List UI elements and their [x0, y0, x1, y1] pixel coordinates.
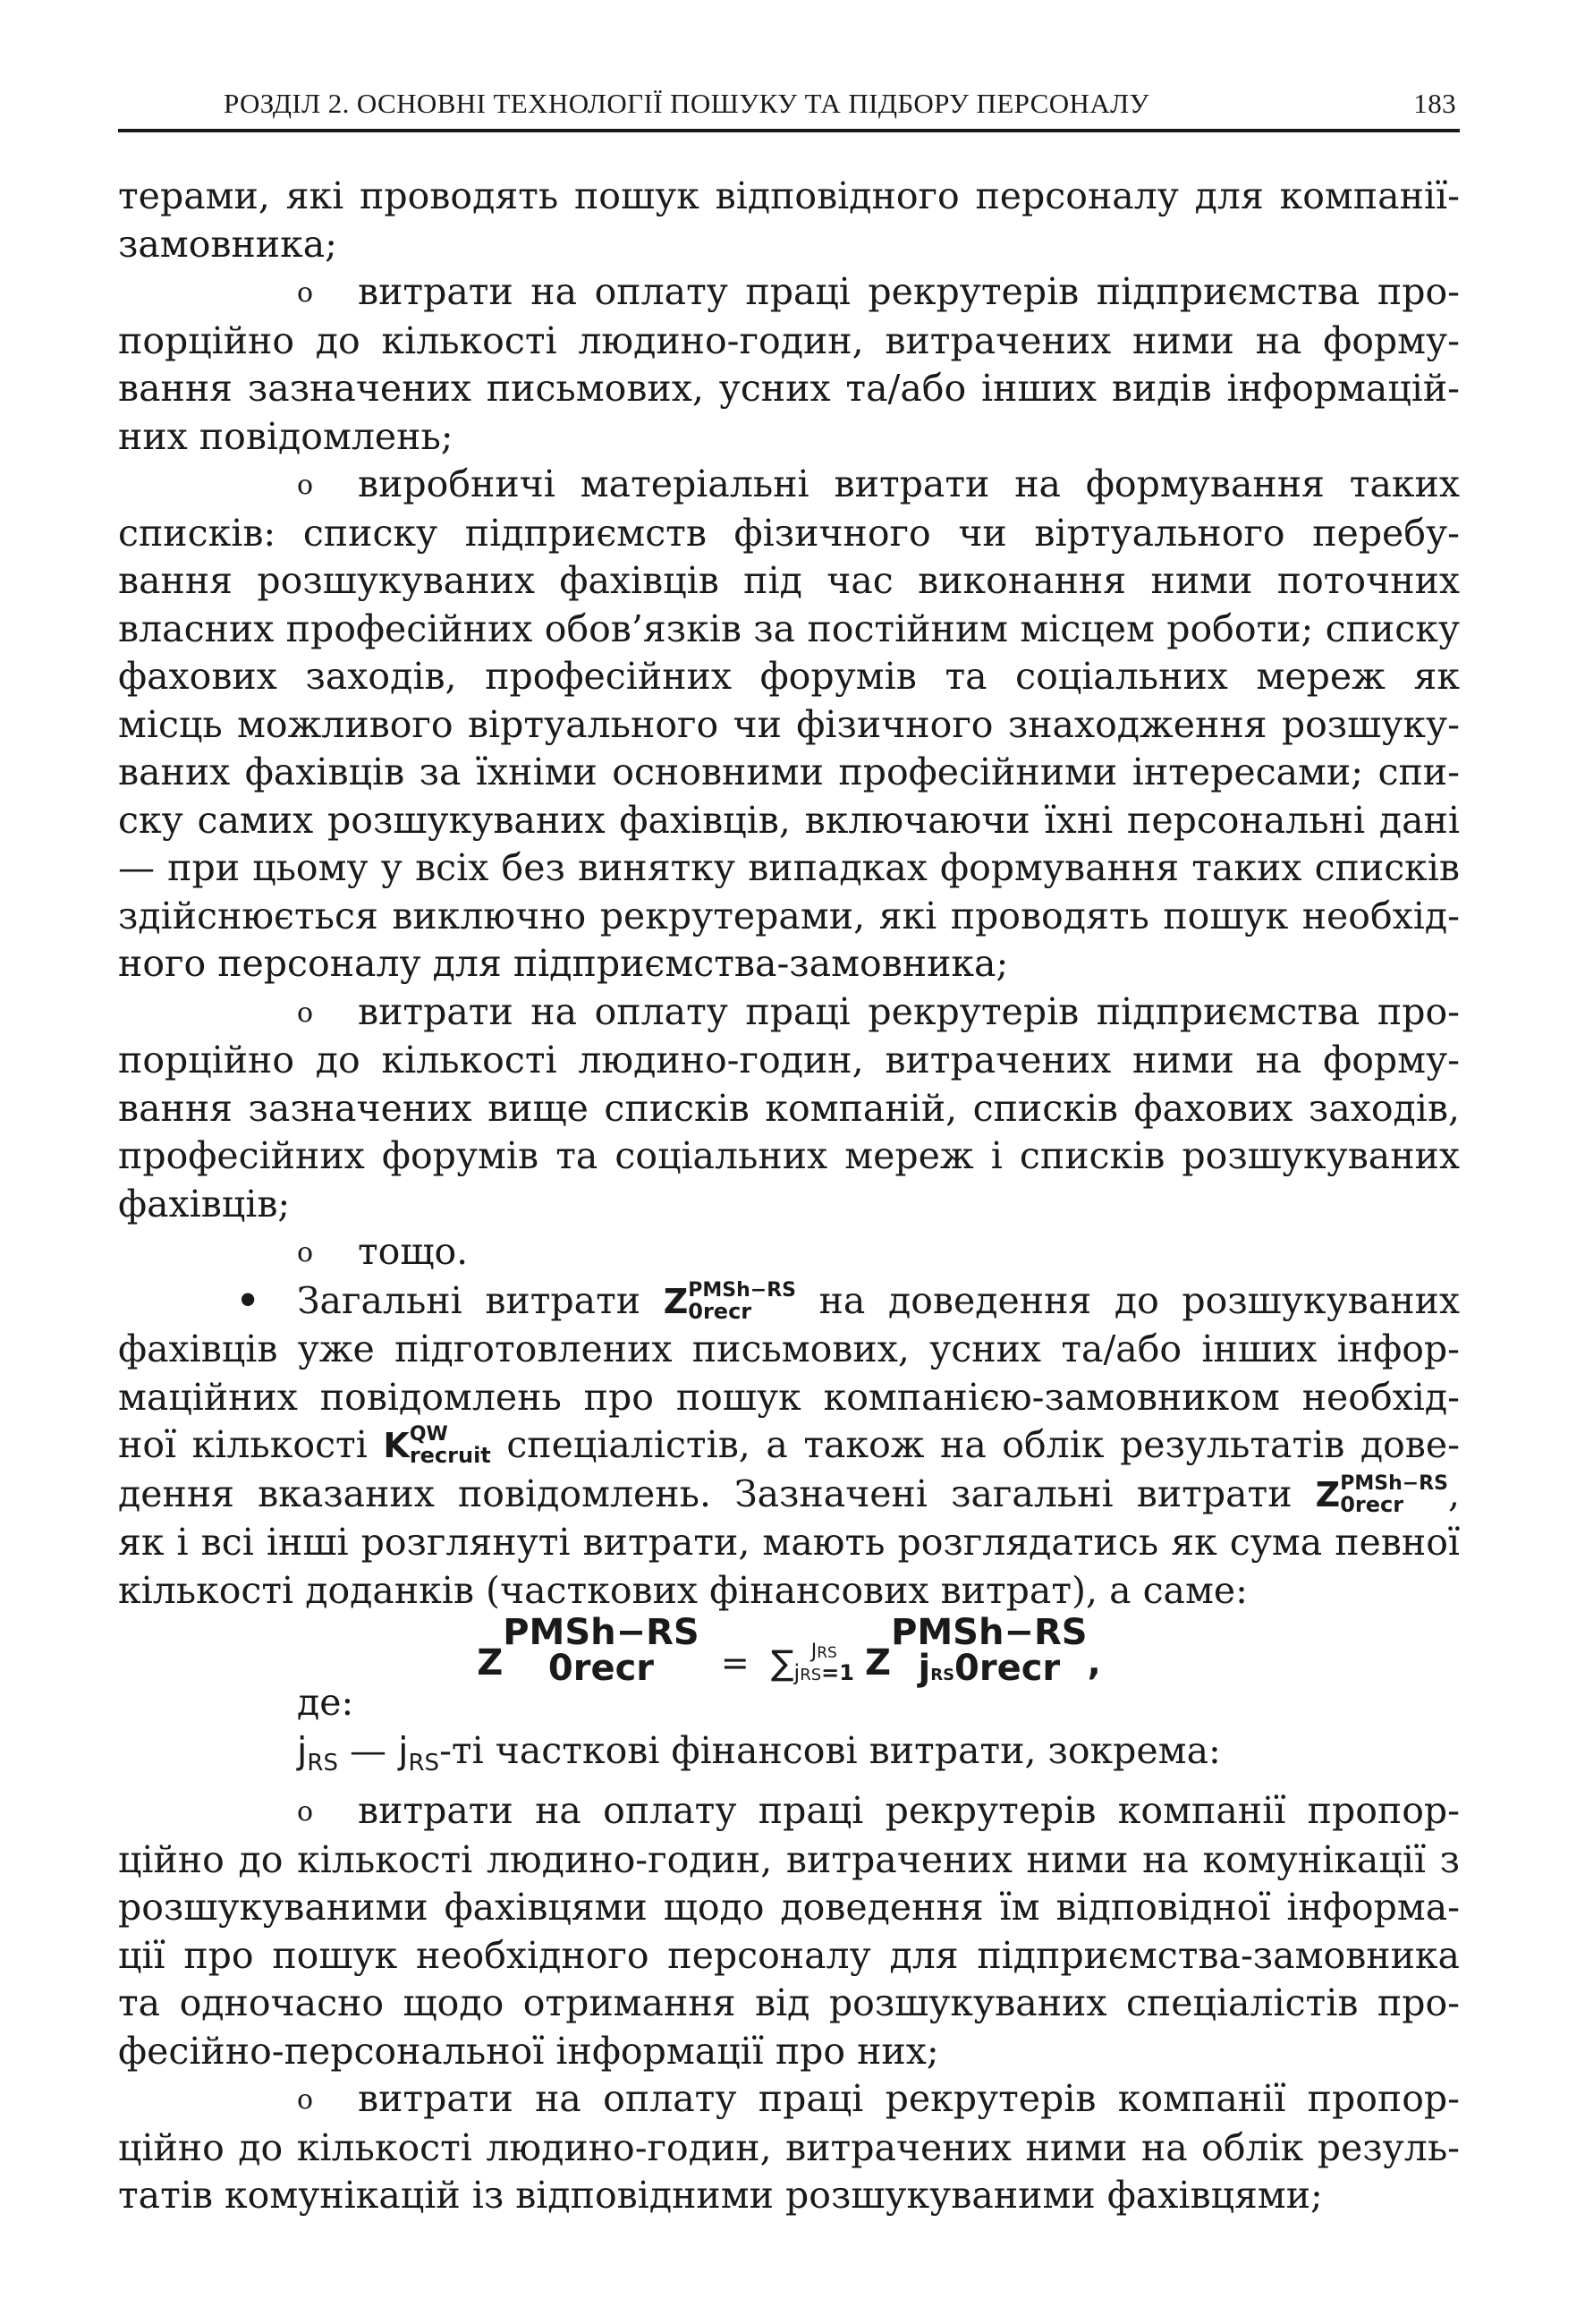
line: вання зазначених письмових, усних та/або інших видів інформацій- [118, 367, 1460, 410]
line: ваних фахівців за їхніми основними професійними інтересами; спи- [118, 751, 1460, 793]
comma: , [1087, 1642, 1101, 1684]
line: порційно до кількості людино-годин, витрачених ними на форму- [118, 1039, 1460, 1081]
circle-marker-icon: o [297, 277, 314, 309]
sum-formula [118, 1612, 1460, 1689]
sub-j: j [918, 1648, 931, 1689]
sum-upper-rs: RS [817, 1644, 837, 1662]
line: — при цьому у всіх без винятку випадках формування таких списків [118, 846, 1460, 889]
line: порційно до кількості людино-годин, витрачених ними на форму- [118, 318, 1460, 362]
line: них повідомлень; [118, 414, 453, 458]
text-span: Загальні витрати [297, 1278, 641, 1322]
formula-K: K [383, 1426, 410, 1465]
formula-Z: Z [1315, 1474, 1341, 1514]
line: ційно до кількості людино-годин, витрачених ними на комунікації з [118, 1837, 1460, 1881]
line: ного персоналу для підприємства-замовника; [118, 942, 1009, 985]
line: маційних повідомлень про пошук компанією-замовником необхід- [118, 1375, 1460, 1419]
sub-rest: 0recr [954, 1648, 1061, 1689]
line [118, 1228, 1460, 1277]
line: вання розшукуваних фахівців під час виконання ними поточних [118, 559, 1460, 602]
line [118, 988, 1460, 1038]
subscript: 0recr [1340, 1491, 1404, 1517]
sum-lower-j: j [793, 1660, 801, 1685]
line [118, 1277, 1460, 1327]
script-pair [688, 1278, 797, 1324]
circle-marker-icon: o [297, 2084, 314, 2116]
superscript: PMSh−RS [891, 1612, 1088, 1653]
superscript: QW [409, 1423, 448, 1446]
line [118, 1421, 1460, 1471]
line: татів комунікацій із відповідними розшукуваними фахівцями; [118, 2174, 1323, 2217]
line: замовника; [118, 222, 337, 266]
line: ску самих розшукуваних фахівців, включаючи їхні персональні дані [118, 798, 1460, 842]
text-span: виробничі матеріальні витрати на формування таких [358, 462, 1460, 505]
line: професійних форумів та соціальних мереж і списків розшукуваних [118, 1134, 1460, 1177]
page-number: 183 [1413, 88, 1456, 119]
line: власних професійних обов’язків за постійним місцем роботи; списку [118, 606, 1460, 650]
line: та одночасно щодо отримання від розшукуваних спеціалістів про- [118, 1981, 1460, 2024]
script-pair [1340, 1474, 1448, 1515]
text-span: спеціалістів, а також на облік результатів дове- [506, 1423, 1460, 1466]
line: терами, які проводять пошук відповідного персоналу для компанії- [118, 174, 1460, 217]
sigma-icon: ∑ [770, 1643, 794, 1683]
subscript: 0recr [547, 1648, 655, 1689]
text-span: на доведення до розшукуваних [818, 1278, 1460, 1322]
j-sub: RS [408, 1749, 440, 1777]
sum-upper [794, 1642, 854, 1662]
line: розшукуваними фахівцями щодо доведення їм відповідної інформа- [118, 1886, 1460, 1929]
line [118, 2075, 1460, 2125]
text-span: тощо. [358, 1230, 469, 1273]
sum-limits [794, 1642, 854, 1684]
line: списків: списку підприємств фізичного чи віртуального перебу- [118, 511, 1460, 555]
sum-lower-start: =1 [821, 1660, 854, 1685]
text-span: витрати на оплату праці рекрутерів компанії пропор- [358, 1789, 1460, 1832]
bullet-icon: • [236, 1278, 260, 1322]
text-span: витрати на оплату праці рекрутерів компанії пропор- [358, 2077, 1460, 2120]
sum-upper-j: J [810, 1641, 818, 1663]
text-span: витрати на оплату праці рекрутерів підприємства про- [358, 989, 1460, 1033]
formula-Z: Z [663, 1281, 689, 1321]
subscript [891, 1648, 1088, 1689]
line: здійснюється виключно рекрутерами, які проводять пошук необхід- [118, 894, 1460, 937]
superscript: PMSh−RS [503, 1612, 699, 1653]
text-span: -ті часткові фінансові витрати, зокрема: [439, 1728, 1221, 1772]
subscript: 0recr [688, 1298, 752, 1324]
line: фахівців уже підготовлених письмових, усних та/або інших інфор- [118, 1327, 1460, 1370]
j: j [297, 1728, 308, 1772]
line: ції про пошук необхідного персоналу для підприємства-замовника [118, 1933, 1460, 1977]
circle-marker-icon: o [297, 997, 314, 1029]
line: вання зазначених вище списків компаній, списків фахових заходів, [118, 1086, 1460, 1130]
j-symbol [398, 1728, 440, 1777]
line: кількості доданків (часткових фінансових витрат), а саме: [118, 1568, 1248, 1612]
script-pair [410, 1425, 491, 1466]
j: j [398, 1728, 409, 1772]
superscript: PMSh−RS [1340, 1472, 1448, 1495]
script-pair [503, 1612, 699, 1689]
sum-lower [794, 1662, 854, 1684]
line [118, 1787, 1460, 1836]
line: фесійно-персональної інформації про них; [118, 2029, 939, 2073]
line: місць можливого віртуального чи фізичного знаходження розшуку- [118, 702, 1460, 746]
line: фахових заходів, професійних форумів та соціальних мереж як [118, 655, 1460, 698]
line: ційно до кількості людино-годин, витрачених ними на облік резуль- [118, 2125, 1460, 2169]
chapter-title: РОЗДІЛ 2. ОСНОВНІ ТЕХНОЛОГІЇ ПОШУКУ ТА ПІДБОРУ ПЕРСОНАЛУ [224, 88, 1149, 119]
dash: — [350, 1728, 387, 1772]
line [118, 1727, 1460, 1788]
circle-marker-icon: o [297, 1237, 314, 1268]
formula-Z: Z [865, 1642, 892, 1684]
text-span: витрати на оплату праці рекрутерів підприємства про- [358, 270, 1460, 313]
line: як і всі інші розглянуті витрати, мають розглядатись як сума певної [118, 1521, 1460, 1564]
script-pair [891, 1612, 1088, 1689]
sum-lower-rs: RS [800, 1666, 822, 1684]
running-header [118, 82, 1460, 132]
subscript: recruit [409, 1443, 491, 1468]
line [118, 268, 1460, 318]
line: де: [297, 1681, 354, 1724]
superscript: PMSh−RS [688, 1278, 797, 1302]
formula-Z: Z [477, 1642, 504, 1684]
text-span: ної кількості [118, 1423, 368, 1466]
equals-sign: = [720, 1643, 750, 1683]
circle-marker-icon: o [297, 470, 314, 501]
body-text [118, 173, 1460, 2220]
j-sub: RS [307, 1749, 338, 1777]
line [118, 461, 1460, 510]
comma: , [1447, 1472, 1460, 1515]
line [118, 1471, 1460, 1520]
sub-rs: RS [930, 1666, 955, 1684]
j-symbol [297, 1728, 338, 1777]
text-span: дення вказаних повідомлень. Зазначені загальні витрати [118, 1472, 1293, 1515]
circle-marker-icon: o [297, 1796, 314, 1828]
line: фахівців; [118, 1182, 291, 1226]
